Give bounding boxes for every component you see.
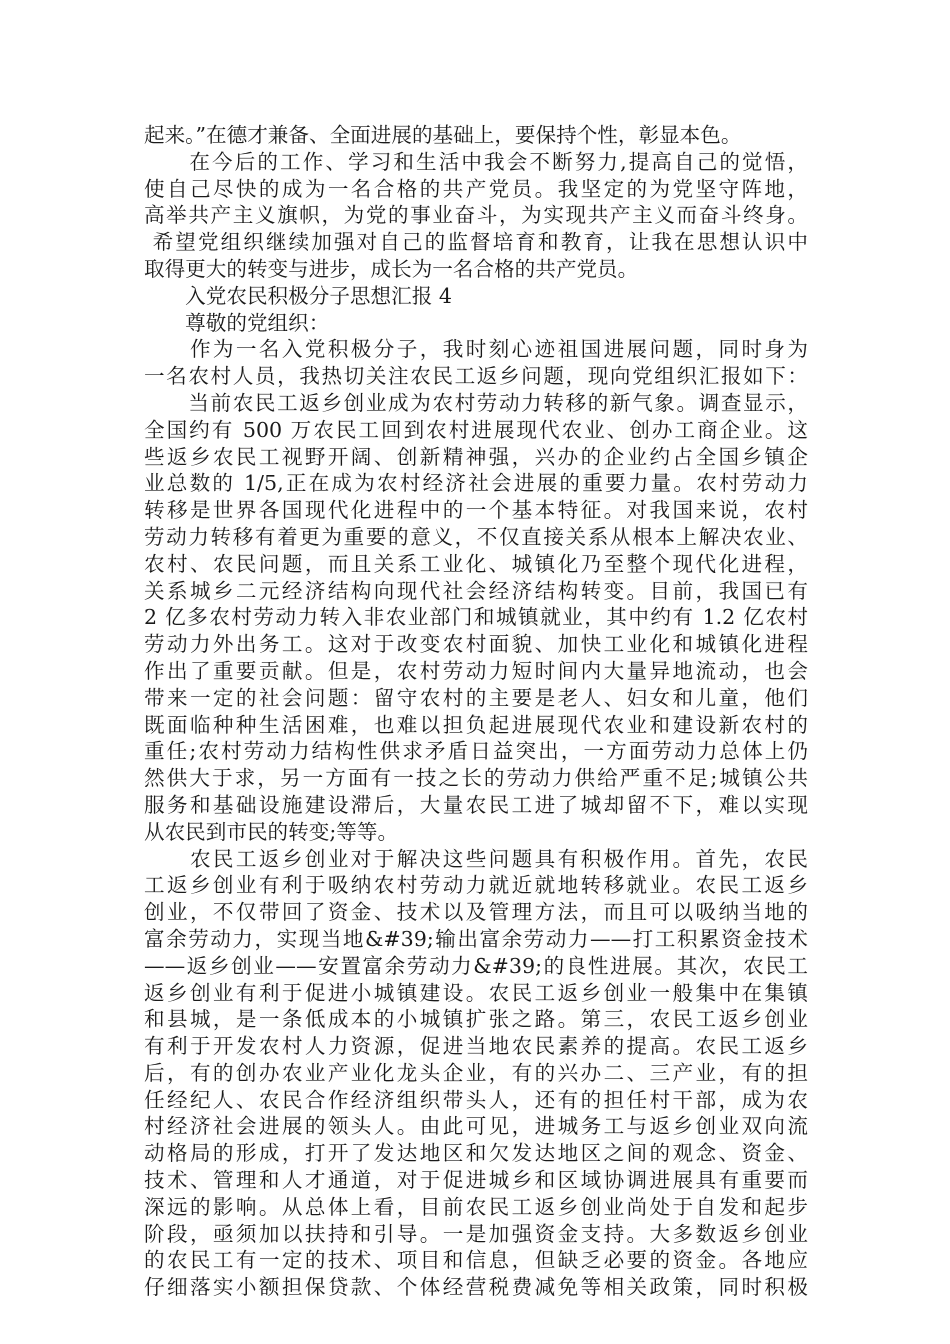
text-line: 后，有的创办农业产业化龙头企业，有的兴办二、三产业，有的担: [144, 1060, 808, 1085]
text-line: ——返乡创业——安置富余劳动力&#39;的良性进展。其次，农民工: [144, 953, 808, 978]
text-line: 些返乡农民工视野开阔、创新精神强，兴办的企业约占全国乡镇企: [144, 444, 808, 469]
text-line: 作出了重要贡献。但是，农村劳动力短时间内大量异地流动，也会: [144, 658, 808, 683]
text-line: 阶段，亟须加以扶持和引导。一是加强资金支持。大多数返乡创业: [144, 1221, 808, 1246]
text-line: 工返乡创业有利于吸纳农村劳动力就近就地转移就业。农民工返乡: [144, 873, 808, 898]
text-line: 村经济社会进展的领头人。由此可见，进城务工与返乡创业双向流: [144, 1114, 808, 1139]
text-line: 农村、农民问题，而且关系工业化、城镇化乃至整个现代化进程，: [144, 551, 808, 576]
text-line: 的农民工有一定的技术、项目和信息，但缺乏必要的资金。各地应: [144, 1248, 808, 1273]
text-line: 服务和基础设施建设滞后，大量农民工进了城却留不下，难以实现: [144, 792, 808, 817]
text-line: 既面临种种生活困难，也难以担负起进展现代农业和建设新农村的: [144, 712, 808, 737]
text-line: 重任;农村劳动力结构性供求矛盾日益突出，一方面劳动力总体上仍: [144, 739, 808, 764]
text-line: 劳动力转移有着更为重要的意义，不仅直接关系从根本上解决农业、: [144, 524, 808, 549]
text-line: 任经纪人、农民合作经济组织带头人，还有的担任村干部，成为农: [144, 1087, 808, 1112]
text-line: 转移是世界各国现代化进程中的一个基本特征。对我国来说，农村: [144, 498, 808, 523]
text-line: 作为一名入党积极分子，我时刻心迹祖国进展问题，同时身为: [144, 337, 808, 362]
text-line: 带来一定的社会问题：留守农村的主要是老人、妇女和儿童，他们: [144, 685, 808, 710]
text-line: 一名农村人员，我热切关注农民工返乡问题，现向党组织汇报如下：: [144, 364, 808, 389]
body-text: [144, 122, 808, 1301]
text-line: 仔细落实小额担保贷款、个体经营税费减免等相关政策，同时积极: [144, 1275, 808, 1300]
text-line: 创业，不仅带回了资金、技术以及管理方法，而且可以吸纳当地的: [144, 900, 808, 925]
text-line: 希望党组织继续加强对自己的监督培育和教育，让我在思想认识中: [144, 230, 808, 255]
text-line: 富余劳动力，实现当地&#39;输出富余劳动力——打工积累资金技术: [144, 926, 808, 951]
text-line: 在今后的工作、学习和生活中我会不断努力,提高自己的觉悟，: [144, 149, 808, 174]
text-line: 和县城，是一条低成本的小城镇扩张之路。第三，农民工返乡创业: [144, 1007, 808, 1032]
text-line: 起来。”在德才兼备、全面进展的基础上，要保持个性，彰显本色。: [144, 123, 742, 147]
text-line: 当前农民工返乡创业成为农村劳动力转移的新气象。调查显示，: [144, 390, 808, 415]
text-line: 农民工返乡创业对于解决这些问题具有积极作用。首先，农民: [144, 846, 808, 871]
text-line: 使自己尽快的成为一名合格的共产党员。我坚定的为党坚守阵地，: [144, 176, 808, 201]
text-line: 劳动力外出务工。这对于改变农村面貌、加快工业化和城镇化进程: [144, 632, 808, 657]
text-line: 全国约有 500 万农民工回到农村进展现代农业、创办工商企业。这: [144, 417, 808, 442]
text-line: 深远的影响。从总体上看，目前农民工返乡创业尚处于自发和起步: [144, 1194, 808, 1219]
text-line: 尊敬的党组织：: [144, 310, 330, 335]
text-line: 关系城乡二元经济结构向现代社会经济结构转变。目前，我国已有: [144, 578, 808, 603]
text-line: 取得更大的转变与进步，成长为一名合格的共产党员。: [144, 256, 639, 281]
text-line: 有利于开发农村人力资源，促进当地农民素养的提高。农民工返乡: [144, 1034, 808, 1059]
text-line: 2 亿多农村劳动力转入非农业部门和城镇就业，其中约有 1.2 亿农村: [144, 605, 808, 630]
text-line: 从农民到市民的转变;等等。: [144, 819, 399, 844]
text-line: 返乡创业有利于促进小城镇建设。农民工返乡创业一般集中在集镇: [144, 980, 808, 1005]
text-line: 动格局的形成，打开了发达地区和欠发达地区之间的观念、资金、: [144, 1141, 808, 1166]
text-line: 然供大于求，另一方面有一技之长的劳动力供给严重不足;城镇公共: [144, 766, 808, 791]
text-line: 入党农民积极分子思想汇报 4: [144, 283, 452, 308]
text-line: 技术、管理和人才通道，对于促进城乡和区域协调进展具有重要而: [144, 1168, 808, 1193]
text-line: 高举共产主义旗帜，为党的事业奋斗，为实现共产主义而奋斗终身。: [144, 203, 808, 228]
text-line: 业总数的 1/5,正在成为农村经济社会进展的重要力量。农村劳动力: [144, 471, 808, 496]
